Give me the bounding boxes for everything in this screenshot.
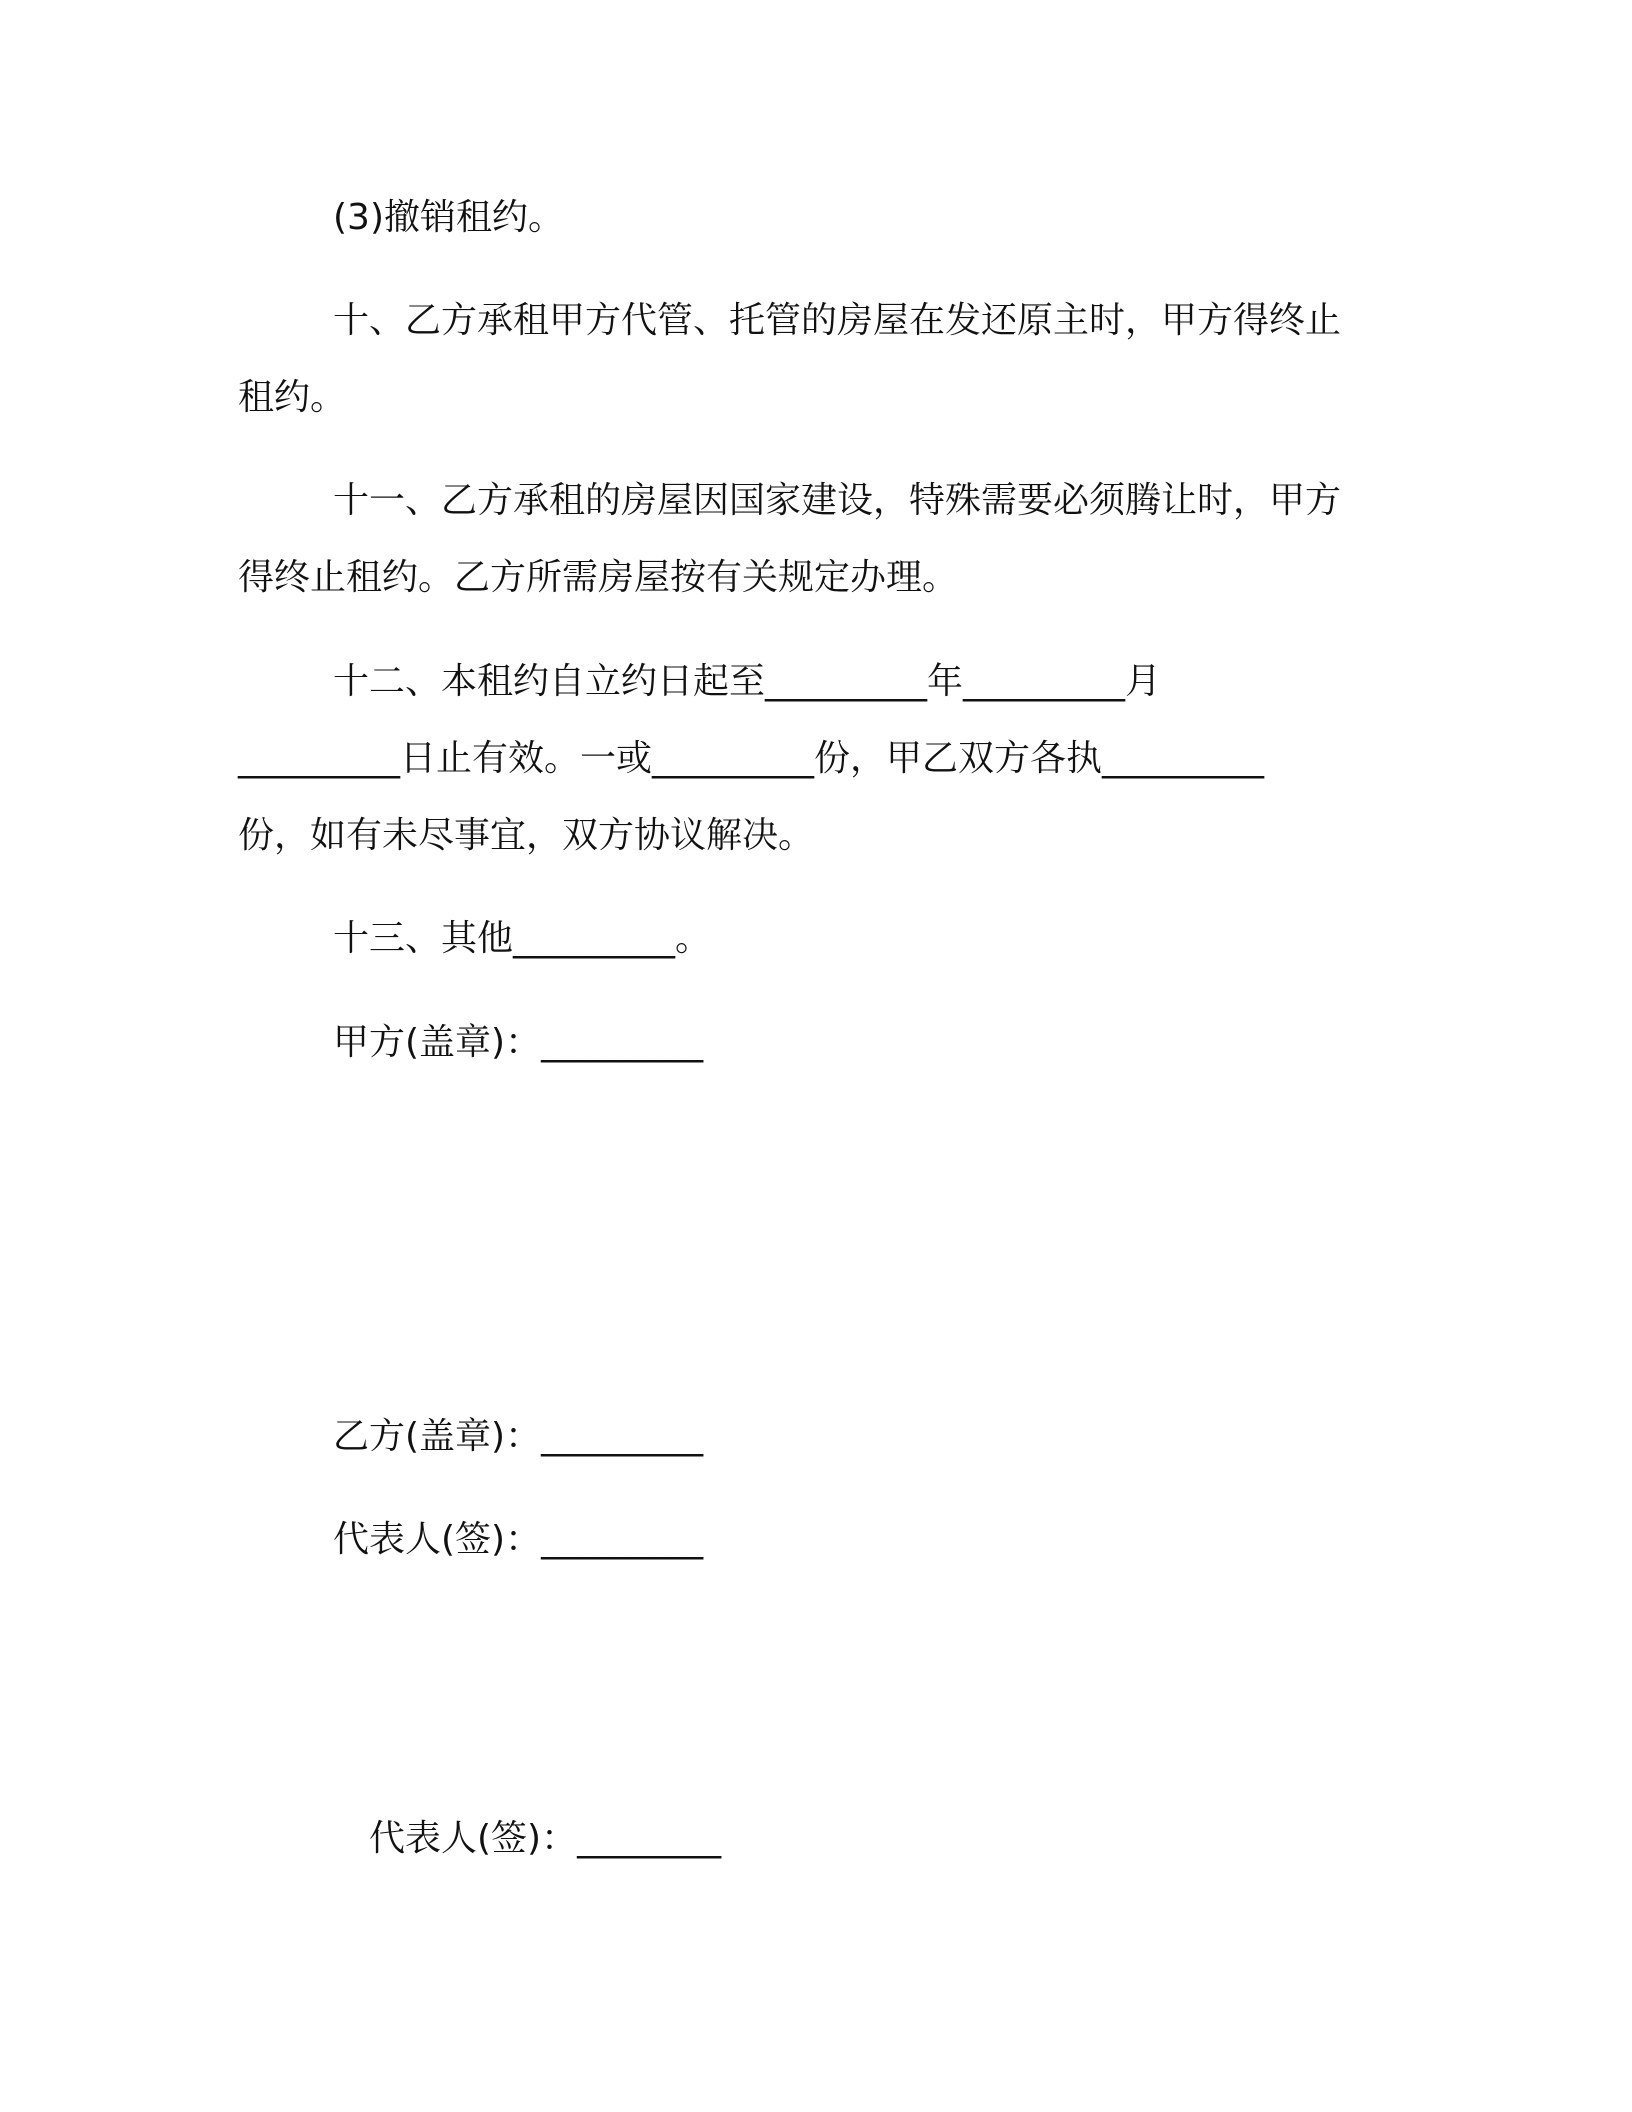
party-a-seal-line: 甲方(盖章)：_________ <box>333 1022 704 1063</box>
clause-10-line-1: 十、乙方承租甲方代管、托管的房屋在发还原主时，甲方得终止 <box>333 300 1342 341</box>
representative-signature-line: 代表人(签)：_________ <box>333 1519 704 1560</box>
clause-12-line-2: _________日止有效。一或_________份，甲乙双方各执_________ <box>238 738 1265 779</box>
clause-11-line-2: 得终止租约。乙方所需房屋按有关规定办理。 <box>238 557 959 598</box>
clause-3-item: (3)撤销租约。 <box>333 197 564 238</box>
clause-11-line-1: 十一、乙方承租的房屋因国家建设，特殊需要必须腾让时，甲方 <box>333 480 1342 521</box>
clause-10-line-2: 租约。 <box>238 377 347 418</box>
clause-12-line-1: 十二、本租约自立约日起至_________年_________月 <box>333 661 1162 702</box>
party-b-seal-line: 乙方(盖章)：_________ <box>333 1416 704 1457</box>
representative-signature-line-2: 代表人(签)：________ <box>369 1818 722 1859</box>
clause-13: 十三、其他_________。 <box>333 918 712 959</box>
clause-12-line-3: 份，如有未尽事宜，双方协议解决。 <box>238 815 815 856</box>
